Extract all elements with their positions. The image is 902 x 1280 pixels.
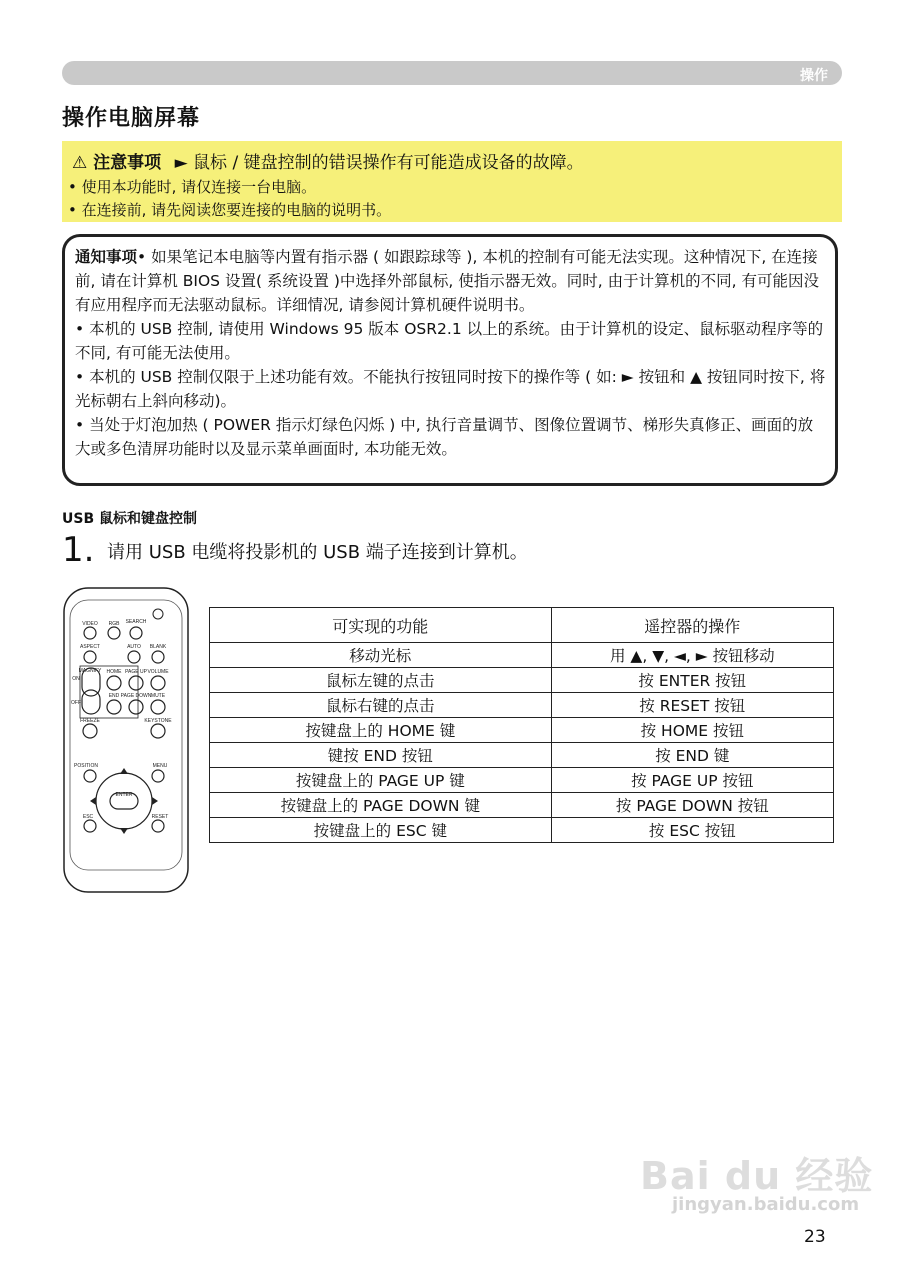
watermark-logo: Bai du 经验 <box>640 1154 874 1198</box>
remote-control-illustration <box>62 586 190 894</box>
function-table <box>209 607 834 843</box>
table-cell: 用 ▲, ▼, ◄, ► 按钮移动 <box>551 643 833 668</box>
table-cell: 按 ESC 按钮 <box>551 818 833 843</box>
table-cell: 鼠标左键的点击 <box>210 668 552 693</box>
table-row <box>210 668 834 693</box>
notice-tag: 通知事项 <box>75 248 138 266</box>
table-header: 可实现的功能 <box>210 608 552 643</box>
notice-box <box>62 234 838 486</box>
table-row <box>210 818 834 843</box>
table-row <box>210 793 834 818</box>
table-row <box>210 743 834 768</box>
remote-label: ASPECT <box>79 644 101 650</box>
page-title: 操作电脑屏幕 <box>62 106 201 131</box>
step-number: 1. <box>62 530 95 570</box>
table-row <box>210 643 834 668</box>
table-cell: 按键盘上的 ESC 键 <box>210 818 552 843</box>
remote-label: PAGE DOWN <box>120 693 152 699</box>
caution-box <box>62 141 842 222</box>
remote-label: KEYSTONE <box>144 718 172 724</box>
notice-paragraph: • 当处于灯泡加热 ( POWER 指示灯绿色闪烁 ) 中, 执行音量调节、图像位置调节、梯形失真修正、画面的放大或多色清屏功能时以及显示菜单画面时, 本功能无效。 <box>75 416 814 458</box>
remote-label: VIDEO <box>82 621 98 627</box>
section-title: USB 鼠标和键盘控制 <box>62 511 197 527</box>
table-cell: 按键盘上的 HOME 键 <box>210 718 552 743</box>
remote-label: SEARCH <box>125 619 147 625</box>
table-cell: 按 PAGE UP 按钮 <box>551 768 833 793</box>
table-cell: 按 RESET 按钮 <box>551 693 833 718</box>
remote-label: ON <box>72 676 80 682</box>
remote-label: MUTE <box>150 693 166 699</box>
table-cell: 按键盘上的 PAGE DOWN 键 <box>210 793 552 818</box>
remote-label: ENTER <box>115 792 133 798</box>
remote-label: END <box>108 693 120 699</box>
table-cell: 键按 END 按钮 <box>210 743 552 768</box>
table-header-row <box>210 608 834 643</box>
table-row <box>210 768 834 793</box>
table-header: 遥控器的操作 <box>551 608 833 643</box>
caution-tag: ⚠ 注意事项 <box>72 153 162 173</box>
table-row <box>210 693 834 718</box>
remote-label: BLANK <box>149 644 167 650</box>
notice-paragraph: • 本机的 USB 控制, 请使用 Windows 95 版本 OSR2.1 以上的系统。由于计算机的设定、鼠标驱动程序等的不同, 有可能无法使用。 <box>75 320 824 362</box>
remote-label: ESC <box>82 814 94 820</box>
remote-label: VOLUME <box>147 669 169 675</box>
table-cell: 按 PAGE DOWN 按钮 <box>551 793 833 818</box>
remote-label: AUTO <box>127 644 141 650</box>
caution-heading <box>72 148 584 173</box>
notice-text <box>75 245 827 461</box>
header-label: 操作 <box>800 68 828 84</box>
page-number: 23 <box>804 1227 826 1247</box>
remote-label: MENU <box>152 763 168 769</box>
table-cell: 按 END 键 <box>551 743 833 768</box>
remote-label: RESET <box>151 814 169 820</box>
notice-paragraph: • 本机的 USB 控制仅限于上述功能有效。不能执行按钮同时按下的操作等 ( 如: ► 按钮和 ▲ 按钮同时按下, 将光标朝右上斜向移动)。 <box>75 368 826 410</box>
remote-label: POSITION <box>74 763 98 769</box>
watermark-url: jingyan.baidu.com <box>672 1194 860 1215</box>
table-cell: 按 ENTER 按钮 <box>551 668 833 693</box>
step-text: 请用 USB 电缆将投影机的 USB 端子连接到计算机。 <box>107 542 528 563</box>
header-bar <box>62 61 842 85</box>
remote-label: PAGE UP <box>125 669 147 675</box>
remote-label: FREEZE <box>80 718 100 724</box>
table-cell: 按键盘上的 PAGE UP 键 <box>210 768 552 793</box>
notice-paragraph: 通知事项• 如果笔记本电脑等内置有指示器 ( 如跟踪球等 ), 本机的控制有可能无法实现。这种情况下, 在连接前, 请在计算机 BIOS 设置( 系统设置 )中选择外部鼠标, 使指示器无效。同时, 由于计算机的不同, 有可能因没有应用程序而无法驱动鼠标。详细情况, 请参阅计算机硬件说明书。 <box>75 248 819 314</box>
remote-label: RGB <box>108 621 120 627</box>
caution-text: ► 鼠标 / 键盘控制的错误操作有可能造成设备的故障。 <box>174 153 584 173</box>
table-cell: 鼠标右键的点击 <box>210 693 552 718</box>
caution-line: • 在连接前, 请先阅读您要连接的电脑的说明书。 <box>68 201 392 219</box>
remote-label: OFF <box>71 700 81 706</box>
table-cell: 按 HOME 按钮 <box>551 718 833 743</box>
table-cell: 移动光标 <box>210 643 552 668</box>
table-row <box>210 718 834 743</box>
remote-label: HOME <box>106 669 122 675</box>
caution-line: • 使用本功能时, 请仅连接一台电脑。 <box>68 178 317 196</box>
remote-label: MAGNIFY <box>78 668 102 674</box>
